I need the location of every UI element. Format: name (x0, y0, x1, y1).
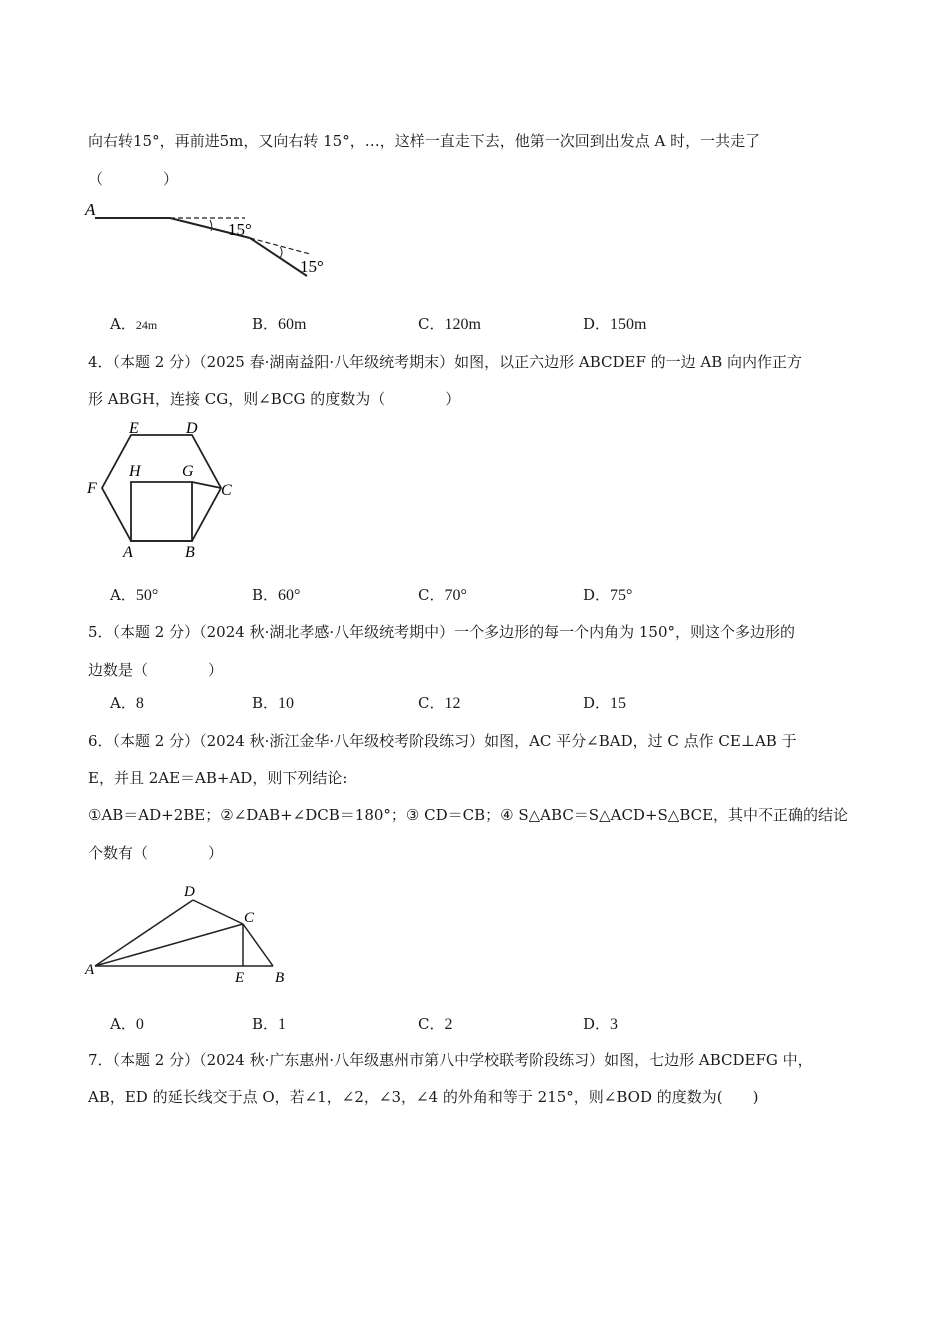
q6-label-e: E (235, 970, 245, 986)
q4-text-line1: 4．（本题 2 分）（2025 春·湖南益阳·八年级统考期末）如图，以正六边形 ABCDEF 的一边 AB 向内作正方 (88, 353, 803, 371)
q3-text-line2: （ ） (88, 170, 179, 188)
q6-text-line1: 6．（本题 2 分）（2024 秋·浙江金华·八年级校考阶段练习）如图，AC 平分∠BAD，过 C 点作 CE⊥AB 于 (88, 732, 797, 750)
q3-angle-label-2: 15° (300, 257, 324, 276)
q6-text-line3: ①AB＝AD+2BE；②∠DAB+∠DCB＝180°；③ CD＝CB；④ S△ABC＝S△ACD+S△BCE，其中不正确的结论 (88, 806, 849, 824)
q6-option-d: D．3 (583, 1015, 619, 1033)
q7-text-line1: 7．（本题 2 分）（2024 秋·广东惠州·八年级惠州市第八中学校联考阶段练习）如图，七边形 ABCDEFG 中， (88, 1051, 813, 1069)
q5-text-line1: 5．（本题 2 分）（2024 秋·湖北孝感·八年级统考期中）一个多边形的每一个内角为 150°，则这个多边形的 (88, 623, 796, 641)
q3-label-a: A (85, 200, 96, 219)
q3-angle-label-1: 15° (228, 220, 252, 239)
q6-label-d: D (184, 884, 195, 900)
q4-option-b: B．60° (252, 586, 301, 604)
q5-text-line2: 边数是（ ） (88, 661, 224, 679)
q6-text-line2: E，并且 2AE＝AB+AD，则下列结论: (88, 769, 348, 787)
q6-label-b: B (275, 970, 285, 986)
q4-text-line2: 形 ABGH，连接 CG，则∠BCG 的度数为（ ） (88, 390, 461, 408)
q3-option-c: C．120m (418, 315, 481, 333)
q4-hexagon-figure (85, 415, 245, 565)
q6-triangle-figure (85, 878, 295, 1018)
q6-label-c: C (244, 910, 255, 926)
q3-option-a: A．24m (110, 315, 158, 333)
q6-option-c: C．2 (418, 1015, 453, 1033)
q3-option-d: D．150m (583, 315, 647, 333)
q4-option-c: C．70° (418, 586, 467, 604)
q3-figure (85, 200, 345, 280)
q3-option-b: B．60m (252, 315, 307, 333)
q6-label-a: A (85, 962, 95, 978)
q4-label-f: F (87, 480, 97, 497)
q4-label-g: G (182, 463, 194, 480)
q4-label-h: H (129, 463, 141, 480)
q5-option-d: D．15 (583, 694, 627, 712)
q5-option-b: B．10 (252, 694, 295, 712)
q3-text-line1: 向右转15°，再前进5m，又向右转 15°，…，这样一直走下去，他第一次回到出发点 A 时，一共走了 (88, 132, 761, 150)
q4-option-a: A．50° (110, 586, 159, 604)
q4-label-a: A (123, 544, 133, 561)
q6-option-a: A．0 (110, 1015, 144, 1033)
q5-option-a: A．8 (110, 694, 144, 712)
q5-option-c: C．12 (418, 694, 461, 712)
q4-label-c: C (221, 482, 232, 499)
q4-label-d: D (186, 420, 198, 437)
q7-text-line2: AB，ED 的延长线交于点 O，若∠1，∠2，∠3，∠4 的外角和等于 215°，则∠BOD 的度数为( ) (88, 1088, 759, 1106)
q4-label-b: B (185, 544, 195, 561)
q6-text-line4: 个数有（ ） (88, 844, 224, 862)
q4-option-d: D．75° (583, 586, 633, 604)
q6-option-b: B．1 (252, 1015, 287, 1033)
q4-label-e: E (129, 420, 139, 437)
